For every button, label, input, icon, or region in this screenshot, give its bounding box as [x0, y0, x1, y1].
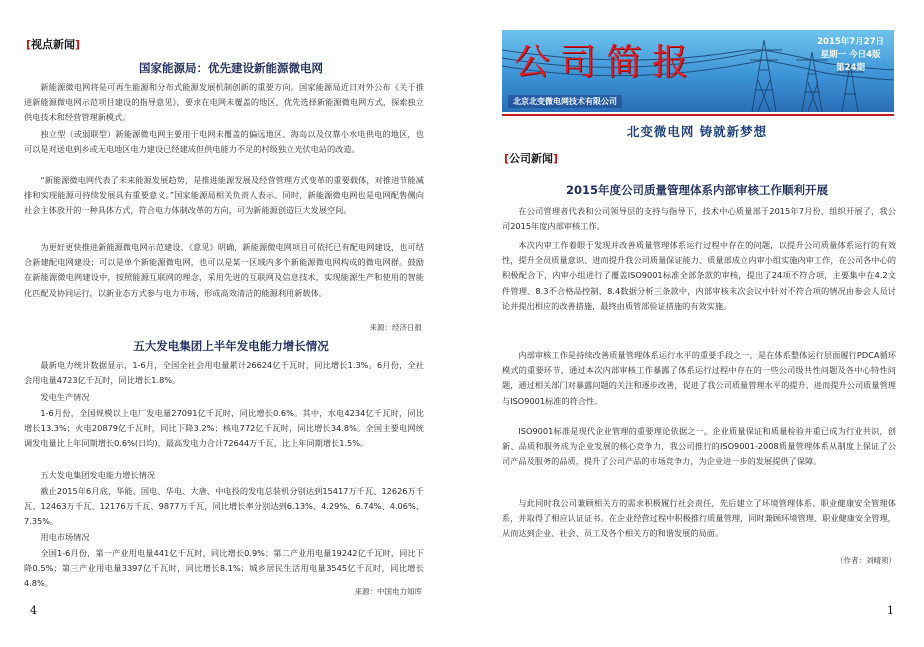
paragraph: 在公司管理者代表和公司领导层的支持与指导下，技术中心质量部于2015年7月份，组织开展了，我公司2015年度内部审核工作。 — [502, 206, 896, 232]
newsletter-title: 公司简报 — [514, 42, 699, 83]
paragraph: ISO9001标准是现代企业管理的重要理论依据之一。企业质量保证和质量检验并重已成为行业共识，创新、品质和服务成为企业发展的核心竞争力，我公司推行的ISO9001-2008质量管理体系从制度上保证了公司产品及服务的品质，提升了公司产品的市场竞争力，为企业进一步的发展提供了保障。 — [502, 426, 896, 467]
paragraph: 截止2015年6月底，华能、国电、华电、大唐、中电投的发电总装机分别达到15417万千瓦、12626万千瓦、12463万千瓦、12176万千瓦、9877万千瓦，同比增长率分别达到6.13%、4.29%、6.74%、4.06%、7.35%。 — [24, 486, 424, 527]
paragraph: “新能源微电网代表了未来能源发展趋势，是推进能源发展及经营管理方式变革的重要载体，对推进节能减排和实现能源可持续发展具有重要意义。”国家能源局相关负责人表示。同时，新能源微电网也是电网配售侧向社会主体放开的一种具体方式，符合电力体制改革的方向，可为新能源创造巨大发展空间。 — [24, 175, 424, 216]
paragraph: 本次内审工作着眼于发现并改善质量管理体系运行过程中存在的问题，以提升公司质量体系运行的有效性，提升全员质量意识、进而提升我公司质量保证能力、质量部成立内审小组实施内审工作，在公司各中心的积极配合下，内审小组进行了覆盖ISO9001标准全部条款的审核，提出了24项不符合项，主要集中在4.2文件管理、8.3不合格品控制、8.4数据分析三条款中，内部审核末次会议中针对不符合项的情况由参会人员讨论并提出相应的改善措施，最终由质管部验证措施的有效实施。 — [502, 240, 896, 311]
subheading: 发电生产情况 — [40, 392, 90, 402]
subheading: 用电市场情况 — [40, 532, 90, 542]
subheading: 五大发电集团发电能力增长情况 — [40, 470, 156, 480]
newsletter-banner — [502, 30, 894, 112]
paragraph: 全国1-6月份，第一产业用电量441亿千瓦时，同比增长0.9%；第二产业用电量19242亿千瓦时，同比下降0.5%；第三产业用电量3397亿千瓦时，同比增长8.1%；城乡居民生活用电量3545亿千瓦时，同比增长4.8%。 — [24, 548, 424, 589]
author-note: （作者：刘晴须） — [836, 556, 896, 565]
company-name: 北京北变微电网技术有限公司 — [508, 95, 622, 108]
divider — [502, 114, 894, 116]
article-title-energy-bureau: 国家能源局：优先建设新能源微电网 — [139, 61, 323, 75]
issue-date: 2015年7月27日 — [817, 37, 884, 47]
source-note: 来源：经济日报 — [369, 323, 422, 332]
section-tag-company: [公司新闻] — [504, 152, 559, 165]
paragraph: 与此同时我公司兼顾相关方的需求积极履行社会责任，先后建立了环境管理体系、职业健康安全管理体系，并取得了相应认证证书。在企业经营过程中积极推行质量管理，同时兼顾环境管理、职业健康安全管理，从而达到企业、社会、员工及各个相关方的和谐发展的局面。 — [502, 498, 896, 539]
paragraph: 为更好更快推进新能源微电网示范建设，《意见》明确，新能源微电网项目可依托已有配电网建设，也可结合新建配电网建设；可以是单个新能源微电网，也可以是某一区域内多个新能源微电网构成的微电网群。鼓励在新能源微电网建设中，按照能源互联网的理念，采用先进的互联网及信息技术，实现能源生产和使用的智能化匹配及协同运行，以新业态方式参与电力市场，形成高效清洁的能源利用新载体。 — [24, 242, 424, 298]
issue-info — [817, 36, 884, 75]
article-title-audit: 2015年度公司质量管理体系内部审核工作顺利开展 — [565, 183, 828, 197]
paragraph: 最新电力统计数据显示，1-6月，全国全社会用电量累计26624亿千瓦时，同比增长1.3%。6月份，全社会用电量4723亿千瓦时，同比增长1.8%。 — [24, 360, 424, 386]
paragraph: 1-6月份，全国规模以上电厂发电量27091亿千瓦时，同比增长0.6%。其中，水电4234亿千瓦时，同比增长13.3%；火电20879亿千瓦时，同比下降3.2%；核电772亿千瓦时，同比增长34.8%。全国主要电网统调发电量比上年同期增长0.6%(日均)，最高发电力合计72644万千瓦，比上年同期增长1.5%。 — [24, 408, 424, 449]
paragraph: 内部审核工作是持续改善质量管理体系运行水平的重要手段之一，是在体系整体运行层面履行PDCA循环模式的重要环节，通过本次内部审核工作暴露了体系运行过程中存在的一些公司级共性问题及各中心特性问题，通过相关部门对暴露问题的关注和逐步改善，促进了我公司质量管理水平的提升，进而提升公司质量管理与ISO9001标准的符合性。 — [502, 350, 896, 406]
paragraph: 独立型（或弱联型）新能源微电网主要用于电网未覆盖的偏远地区、海岛以及仅靠小水电供电的地区，也可以是对送电到乡或无电地区电力建设已经建成但供电能力不足的村级独立光伏电站的改造。 — [24, 129, 424, 155]
right-page — [470, 0, 924, 647]
page-number: 1 — [887, 604, 894, 617]
slogan: 北变微电网 铸就新梦想 — [626, 124, 768, 139]
page-number: 4 — [30, 604, 37, 617]
section-tag-viewpoint: [视点新闻] — [26, 38, 81, 51]
issue-weekday: 星期一 今日4版 — [820, 50, 881, 60]
article-title-power-groups: 五大发电集团上半年发电能力增长情况 — [133, 339, 329, 353]
source-note: 来源：中国电力知库 — [354, 587, 422, 596]
paragraph: 新能源微电网将是可再生能源和分布式能源发展机制创新的重要方向。国家能源局近日对外公布《关于推进新能源微电网示范项目建设的指导意见》，要求在电网未覆盖的地区，优先选择新能源微电网方式，探索独立供电技术和经营管理新模式。 — [24, 82, 424, 123]
issue-number: 第24期 — [836, 63, 865, 73]
